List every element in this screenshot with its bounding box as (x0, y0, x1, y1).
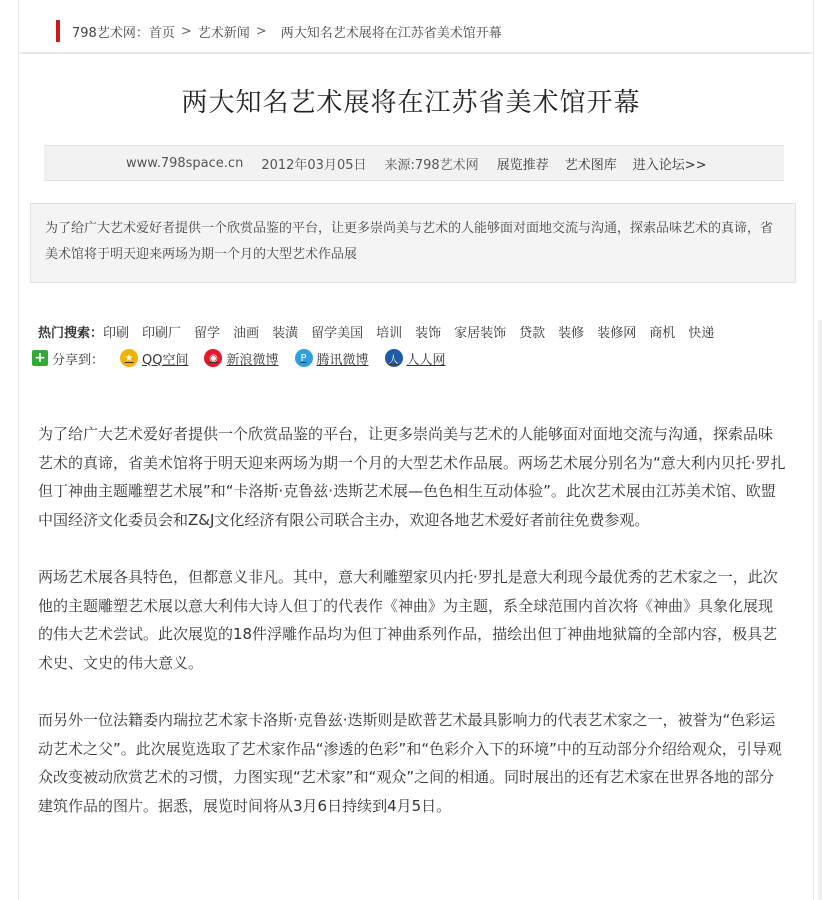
breadcrumb-home-link[interactable]: 首页 (148, 25, 175, 41)
site-url: www.798space.cn (126, 155, 244, 171)
hot-search-link[interactable]: 快递 (688, 326, 715, 341)
share-plus-icon[interactable]: + (32, 350, 48, 366)
article-summary: 为了给广大艺术爱好者提供一个欣赏品鉴的平台，让更多崇尚美与艺术的人能够面对面地交流与沟通，探索品味艺术的真谛，省美术馆将于明天迎来两场为期一个月的大型艺术作品展 (30, 203, 796, 283)
article-paragraph: 两场艺术展各具特色，但都意义非凡。其中，意大利雕塑家贝内托·罗扎是意大利现今最优秀的艺术家之一，此次他的主题雕塑艺术展以意大利伟大诗人但丁的代表作《神曲》为主题，系全球范围内首次将《神曲》具象化展现的伟大艺术尝试。此次展览的18件浮雕作品均为但丁神曲系列作品，描绘出但丁神曲地狱篇的全部内容，极具艺术史、文史的伟大意义。 (38, 568, 778, 672)
breadcrumb-separator: > (180, 23, 192, 39)
left-border (18, 0, 19, 900)
art-gallery-link[interactable]: 艺术图库 (564, 157, 617, 173)
hot-search-link[interactable]: 留学美国 (311, 326, 364, 341)
share-qzone-button[interactable] (120, 349, 188, 368)
hot-search-link[interactable]: 装饰 (415, 326, 442, 341)
right-border (813, 0, 814, 900)
breadcrumb-separator: > (255, 23, 267, 39)
publish-date: 2012年03月05日 (261, 157, 367, 173)
share-sina-label: 新浪微博 (226, 352, 279, 368)
hot-search-link[interactable]: 印刷 (103, 326, 130, 341)
scrollbar-track[interactable] (818, 320, 822, 900)
breadcrumb (56, 20, 502, 42)
hot-search-link[interactable]: 培训 (376, 326, 403, 341)
share-label: 分享到： (52, 352, 105, 368)
share-renren-button[interactable] (385, 349, 446, 368)
hot-search-link[interactable]: 留学 (194, 326, 221, 341)
enter-forum-link[interactable]: 进入论坛>> (632, 157, 707, 173)
page-title: 两大知名艺术展将在江苏省美术馆开幕 (181, 88, 641, 118)
renren-icon: 人 (385, 349, 403, 367)
share-tencent-weibo-button[interactable] (295, 349, 369, 368)
share-bar (32, 347, 446, 369)
share-qzone-label: QQ空间 (142, 352, 189, 368)
hot-search-link[interactable]: 油画 (233, 326, 260, 341)
breadcrumb-section-link[interactable]: 艺术新闻 (197, 25, 250, 41)
share-tencent-label: 腾讯微博 (316, 352, 369, 368)
hot-search-link[interactable]: 装潢 (272, 326, 299, 341)
sina-weibo-icon: ◉ (204, 349, 222, 367)
share-sina-weibo-button[interactable] (204, 349, 278, 368)
qzone-icon: ★ (120, 349, 138, 367)
hot-search-link[interactable]: 装修网 (597, 326, 637, 341)
hot-search-link[interactable]: 贷款 (519, 326, 546, 341)
hot-search-link[interactable]: 商机 (649, 326, 676, 341)
exhibition-recommend-link[interactable]: 展览推荐 (496, 157, 549, 173)
breadcrumb-accent-mark (56, 20, 60, 42)
breadcrumb-site-link[interactable]: 798艺术网 (72, 25, 136, 41)
article-info-bar (44, 145, 784, 181)
hot-search-link[interactable]: 印刷厂 (142, 326, 182, 341)
hot-search-bar (38, 322, 714, 341)
article-source: 来源:798艺术网 (384, 157, 479, 173)
breadcrumb-colon: ： (135, 25, 149, 41)
breadcrumb-current: 两大知名艺术展将在江苏省美术馆开幕 (280, 25, 502, 41)
tencent-weibo-icon: P (295, 349, 313, 367)
article-body (38, 420, 786, 849)
article-paragraph: 为了给广大艺术爱好者提供一个欣赏品鉴的平台，让更多崇尚美与艺术的人能够面对面地交流与沟通，探索品味艺术的真谛，省美术馆将于明天迎来两场为期一个月的大型艺术作品展。两场艺术展分别名为“意大利内贝托·罗扎但丁神曲主题雕塑艺术展”和“卡洛斯·克鲁兹·迭斯艺术展—色色相生互动体验”。此次艺术展由江苏美术馆、欧盟中国经济文化委员会和Z&J文化经济有限公司联合主办，欢迎各地艺术爱好者前往免费参观。 (38, 425, 786, 529)
share-renren-label: 人人网 (406, 352, 446, 368)
article-paragraph: 而另外一位法籍委内瑞拉艺术家卡洛斯·克鲁兹·迭斯则是欧普艺术最具影响力的代表艺术家之一，被誉为“色彩运动艺术之父”。此次展览选取了艺术家作品“渗透的色彩”和“色彩介入下的环境”中的互动部分介绍给观众，引导观众改变被动欣赏艺术的习惯，力图实现“艺术家”和“观众”之间的相通。同时展出的还有艺术家在世界各地的部分建筑作品的图片。据悉，展览时间将从3月6日持续到4月5日。 (38, 711, 782, 815)
hot-search-label: 热门搜索： (38, 326, 104, 341)
hot-search-link[interactable]: 装修 (558, 326, 585, 341)
breadcrumb-divider (20, 52, 812, 54)
hot-search-link[interactable]: 家居装饰 (454, 326, 507, 341)
